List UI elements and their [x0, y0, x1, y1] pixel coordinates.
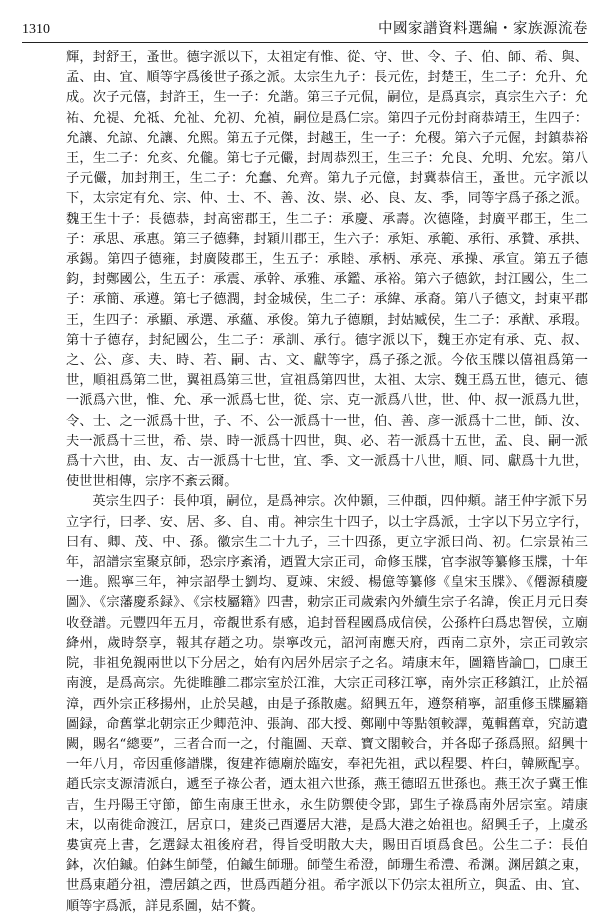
- body-text: [66, 48, 588, 917]
- header-rule: [22, 42, 588, 43]
- paragraph-2: 英宗生四子：長仲項，嗣位，是爲神宗。次仲顥，三仲頵，四仲頫。諸王仲字派下另立字行，曰孝、安、居、多、自、甫。神宗生十四子，以士字爲派，士字以下另立字行，曰有、卿、茂、中、孫。徽宗生二十九子，三十四孫，更立字派曰尚、初。仁宗景祐三年，詔譜宗室聚京師，恐宗序紊淆，迺置大宗正司，命修玉牒，官李淑等纂修玉牒，十年一進。熙寧三年，神宗詔學士劉均、夏竦、宋綬、楊億等纂修《皇宋玉牒》、《僊源積慶圖》、《宗藩慶系録》、《宗枝屬籍》四書，勅宗正司歲索內外續生宗子名諱，俟正月元日奏收登譜。元豐四年五月，帝覩世系有感，追封晉程國爲成信侯，公孫杵臼爲忠智侯，立廟絳州，歲時祭享，報其存趙之功。崇寧改元，詔河南應天府，西南二京外，宗正司敦宗院，非祖免親兩世以下分居之，始有內居外居宗子之名。靖康末年，圖籍皆論□，□康王南渡，是爲高宗。先徙睢雝二郡宗室於江淮，大宗正司移江寧，南外宗正移鎮江，止於福漳，西外宗正移揚州，止於吴越，由是子孫散處。紹興五年，遵祭稍寧，詔重修玉牒屬籍圖録，命舊掌北朝宗正少卿范沖、張詢、邵大授、鄭剛中等點領較譯，蒐輯舊章，究訪遺闕，賜名“總要”，三者合而一之，付龍圖、天章、寶文閣較合，并各邸子孫爲照。紹興十一年八月，帝因重修譜牒，復建祚德廟於臨安，奉祀先祖，武以程嬰、杵臼，韓厥配享。趙氏宗支源清派白，遞至子祿公者，迺太祖六世孫，燕王德昭五世孫也。燕王次子冀王惟吉，生丹陽王守節，節生南康王世永，永生防禦使令郢，郢生子祿爲南外居宗室。靖康末，以南徙命渡江，居京口，建炎己酉遷居大港，是爲大港之始祖也。紹興壬子，上虞丞婁寅亮上書，乞選録太祖後府君，得旨受明散大夫，賜田百頃爲食邑。公生二子：長伯鉢，次伯鏚。伯鉢生師瑩，伯鏚生師珊。師瑩生希澄，師珊生希澧、希渊。渊居鎮之東，世爲東趙分祖，澧居鎮之西，世爲西趙分祖。希字派以下仍宗太祖所立，與孟、由、宜、順等字爲派，詳見系圖，姑不贅。: [66, 494, 588, 914]
- page-number: 1310: [22, 22, 50, 37]
- paragraph-1: 輝，封舒王，蚤世。德字派以下，太祖定有惟、從、守、世、令、子、伯、師、希、與、孟、由、宜、順等字爲後世子孫之派。太宗生九子：長元佐，封楚王，生二子：允升、允成。次子元僖，封許王，生一子：允諧。第三子元侃，嗣位，是爲真宗，真宗生六子：允祐、允禔、允祗、允祉、允初、允禎，嗣位是爲仁宗。第四子元份封商恭靖王，生四子：允讓、允諒、允讓、允熙。第五子元傑，封越王，生一子：允稷。第六子元偓，封鎮恭裕王，生二子：允亥、允儱。第七子元儼，封周恭烈王，生三子：允良、允明、允宏。第八子元儼，加封荆王，生二子：允蠢、允齊。第九子元億，封冀恭信王，蚤世。元字派以下，太宗定有允、宗、仲、士、不、善、汝、崇、必、良、友、季，同等字爲子孫之派。魏王生十子：長德恭，封高密郡王，生二子：承慶、承壽。次德隆，封廣平郡王，生二子：承思、承惠。第三子德彝，封穎川郡王，生六子：承矩、承範、承衎、承贊、承拱、承錫。第四子德雍，封廣陵郡王，生五子：承睦、承柄、承亮、承操、承宣。第五子德鈞，封鄭國公，生五子：承震、承幹、承雅、承鑑、承裕。第六子德欽，封江國公，生二子：承簡、承遵。第七子德潤，封金城侯，生二子：承緯、承裔。第八子德文，封東平郡王，生四子：承顯、承選、承蘊、承俊。第九子德願，封姑臧侯，生二子：承猷、承瑕。第十子德存，封紀國公，生二子：承訓、承行。德字派以下，魏王亦定有承、克、叔、之、公、彦、夫、時、若、嗣、古、文、獻等字，爲子孫之派。今依玉牒以僖祖爲第一世，順祖爲第二世，翼祖爲第三世，宣祖爲第四世，太祖、太宗、魏王爲五世，德元、德一派爲六世，惟、允、承一派爲七世，從、宗、克一派爲八世，世、仲、叔一派爲九世，令、士、之一派爲十世，子、不、公一派爲十一世，伯、善、彦一派爲十二世，師、汝、夫一派爲十三世，希、崇、時一派爲十四世，與、必、若一派爲十五世，孟、良、嗣一派爲十六世，由、友、古一派爲十七世，宜、季、文一派爲十八世，順、同、獻爲十九世，使世世相傳，宗序不紊云爾。: [66, 50, 588, 490]
- page-header: [22, 14, 588, 38]
- running-title: 中國家譜資料選編・家族源流卷: [378, 21, 588, 37]
